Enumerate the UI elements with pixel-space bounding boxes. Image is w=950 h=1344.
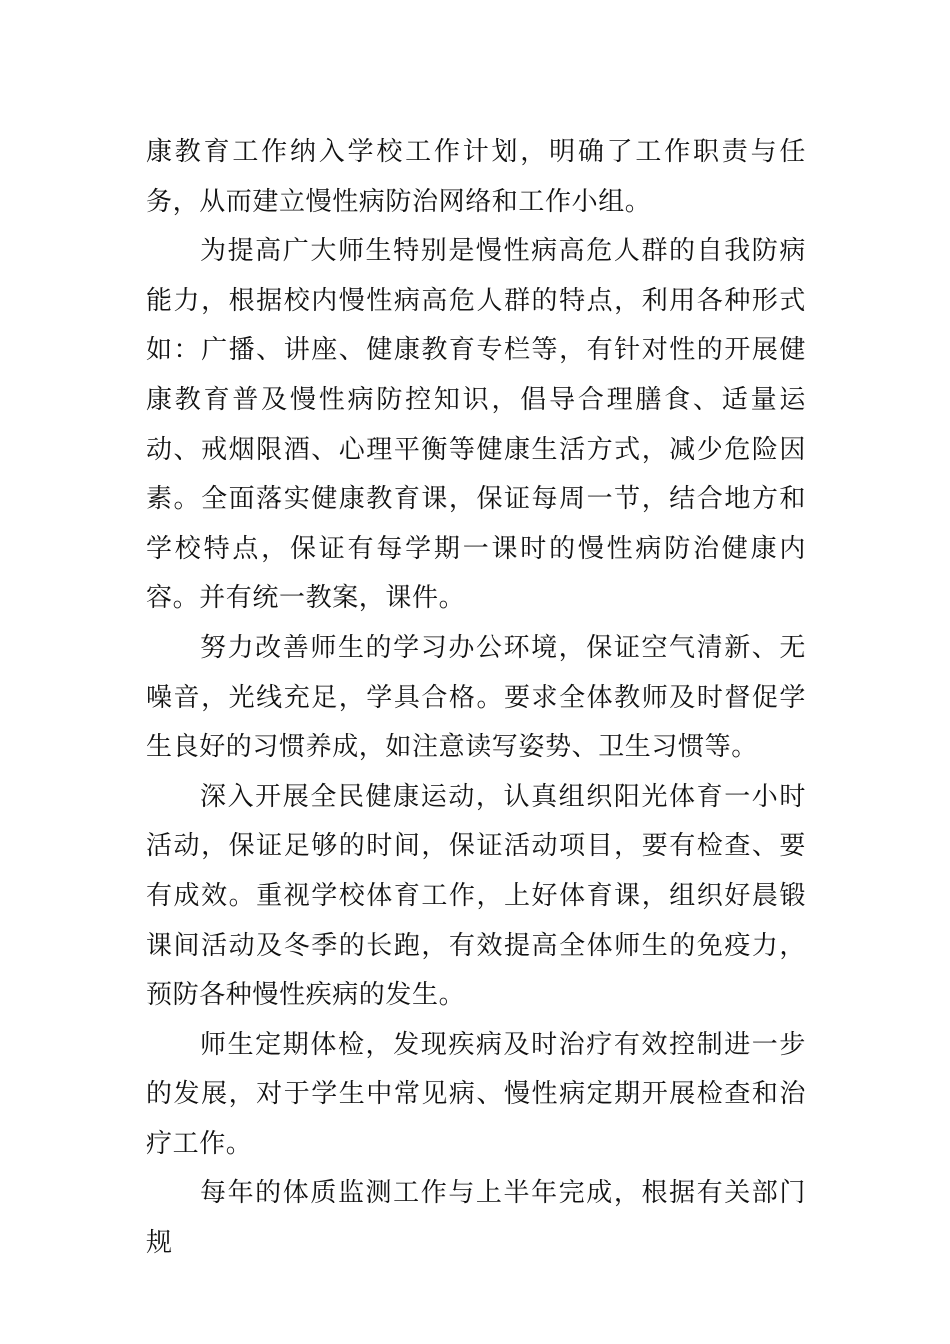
document-body [146,128,806,1269]
paragraph-2: 为提高广大师生特别是慢性病高危人群的自我防病能力，根据校内慢性病高危人群的特点，利用各种形式如：广播、讲座、健康教育专栏等，有针对性的开展健康教育普及慢性病防控知识，倡导合理膳食、适量运动、戒烟限酒、心理平衡等健康生活方式，减少危险因素。全面落实健康教育课，保证每周一节，结合地方和学校特点，保证有每学期一课时的慢性病防治健康内容。并有统一教案，课件。 [146,236,806,614]
paragraph-4: 深入开展全民健康运动，认真组织阳光体育一小时活动，保证足够的时间，保证活动项目，要有检查、要有成效。重视学校体育工作，上好体育课，组织好晨锻课间活动及冬季的长跑，有效提高全体师生的免疫力，预防各种慢性疾病的发生。 [146,781,806,1011]
paragraph-1: 康教育工作纳入学校工作计划，明确了工作职责与任务，从而建立慢性病防治网络和工作小组。 [146,137,806,217]
paragraph-5: 师生定期体检，发现疾病及时治疗有效控制进一步的发展，对于学生中常见病、慢性病定期开展检查和治疗工作。 [146,1029,806,1159]
paragraph-3: 努力改善师生的学习办公环境，保证空气清新、无噪音，光线充足，学具合格。要求全体教师及时督促学生良好的习惯养成，如注意读写姿势、卫生习惯等。 [146,632,806,763]
paragraph-6: 每年的体质监测工作与上半年完成，根据有关部门规 [146,1178,806,1259]
